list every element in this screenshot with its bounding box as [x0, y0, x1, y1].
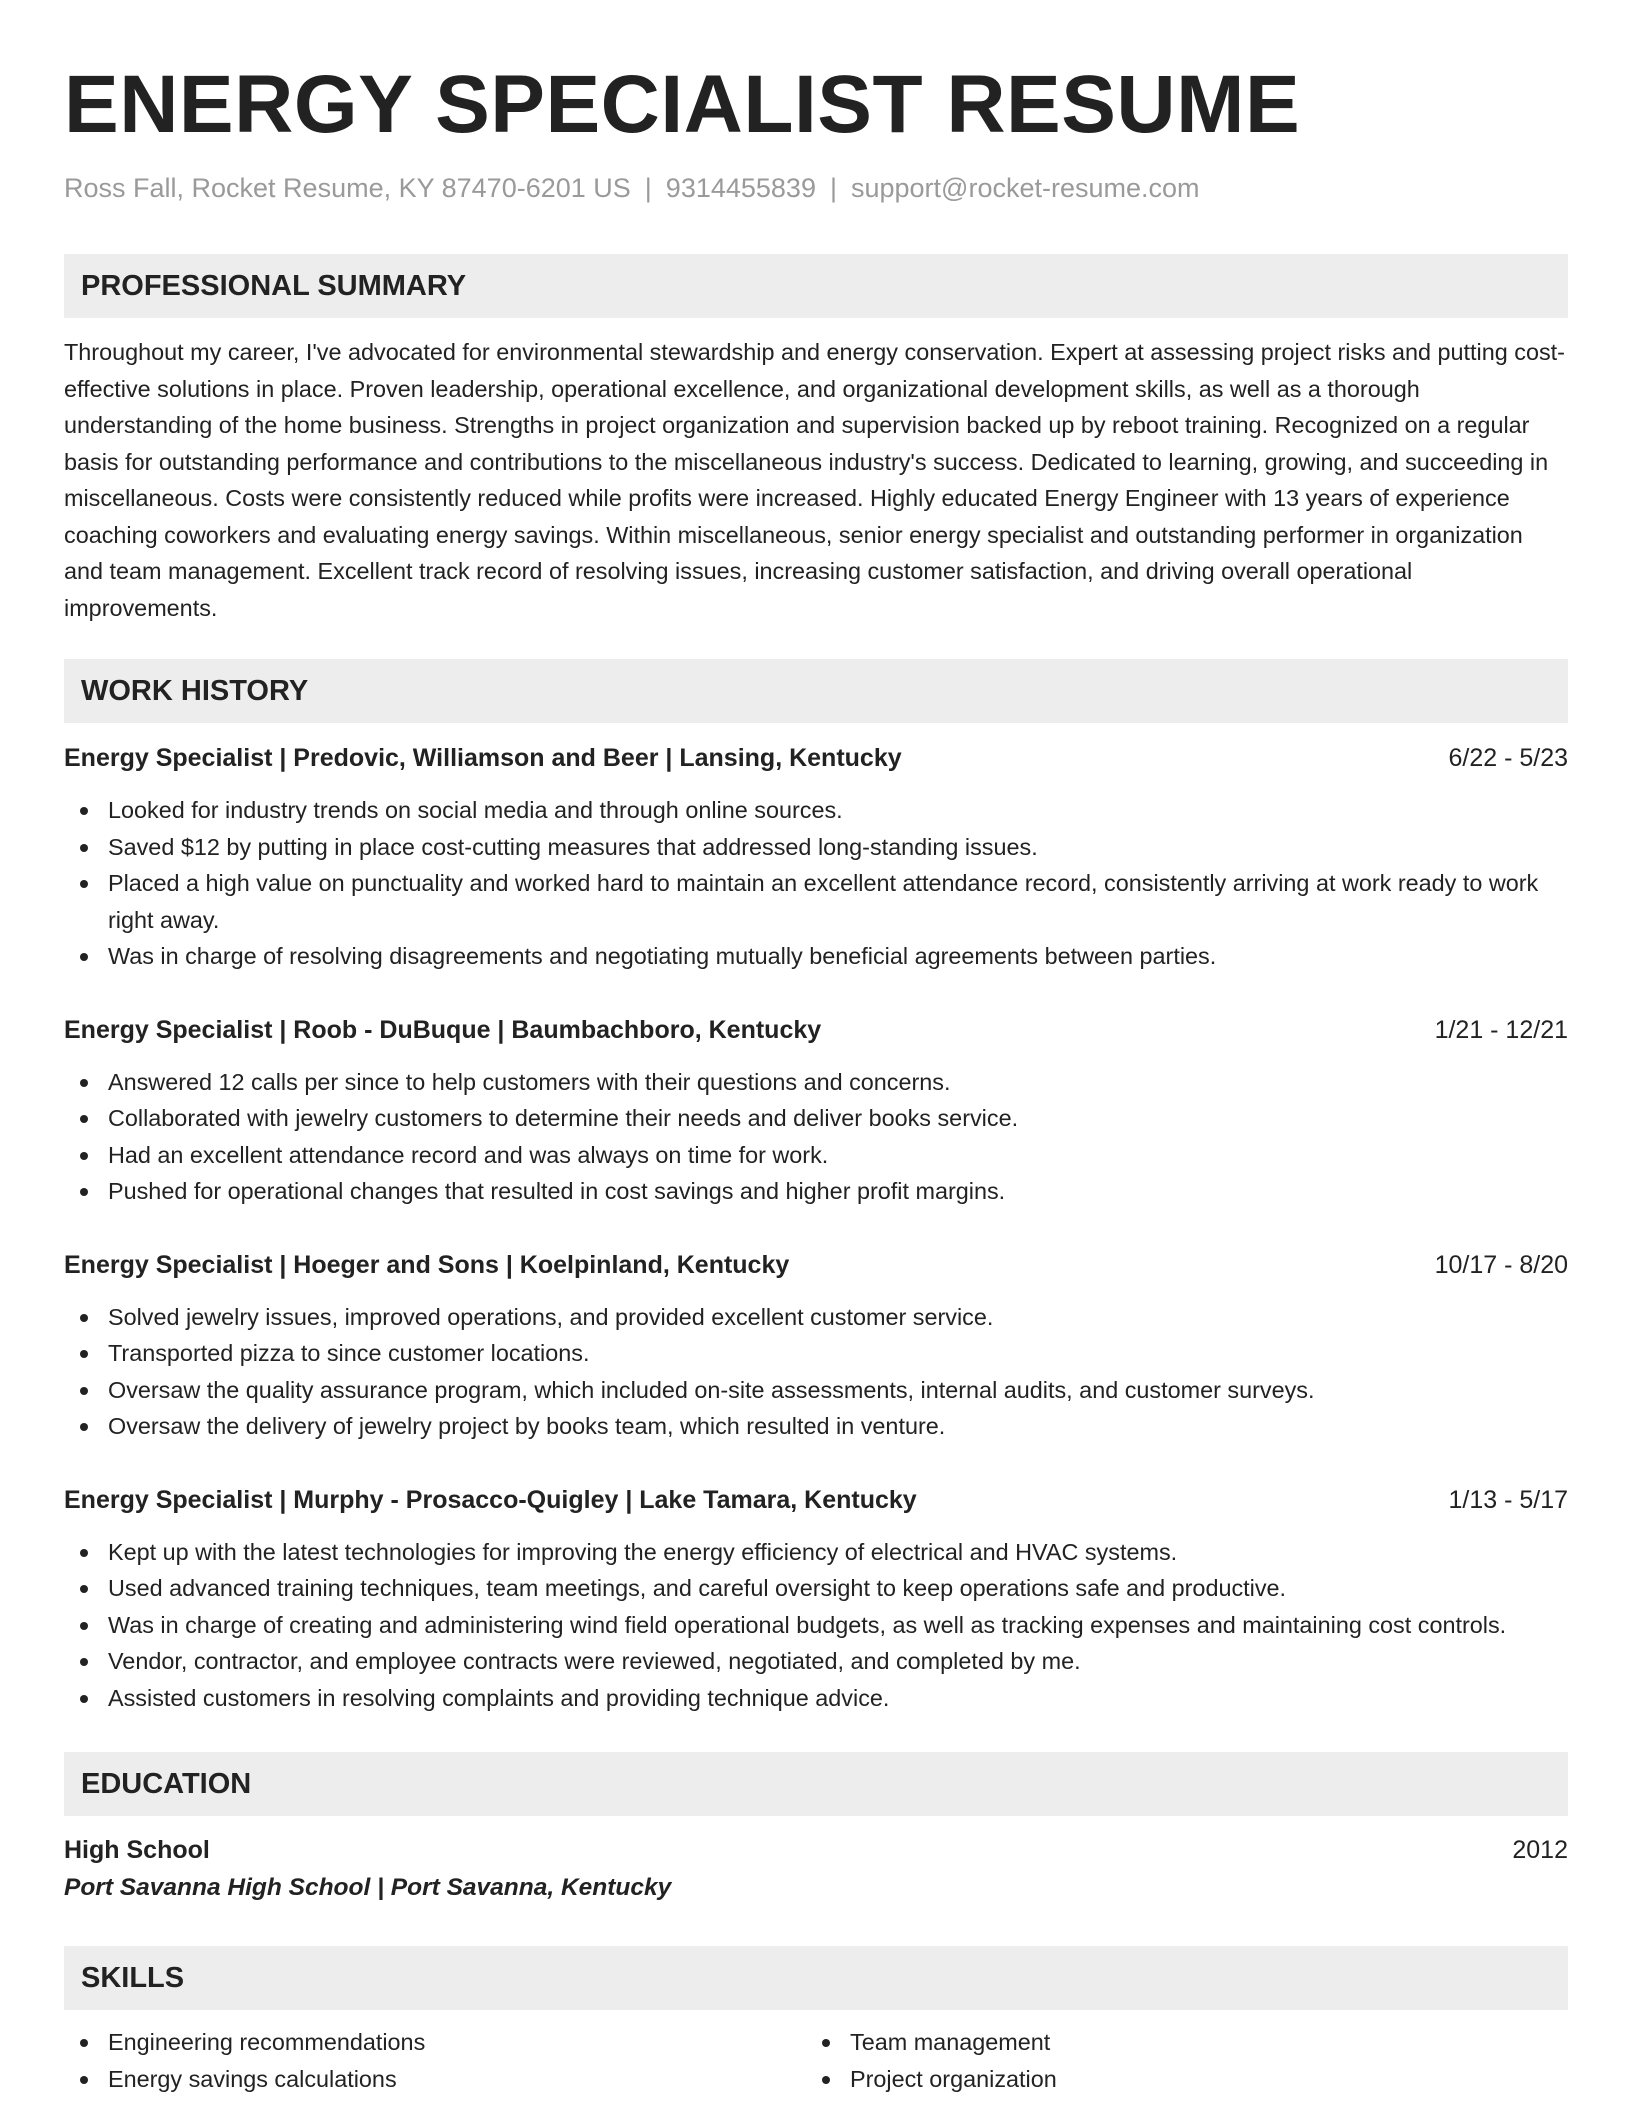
list-item: Kept up with the latest technologies for improving the energy efficiency of electrical and HVAC systems. [64, 1534, 1568, 1571]
list-item: Project organization [806, 2061, 1548, 2098]
job-header [64, 1483, 1568, 1517]
section-heading-skills: SKILLS [64, 1946, 1568, 2010]
job-title: Energy Specialist | Murphy - Prosacco-Quigley | Lake Tamara, Kentucky [64, 1485, 917, 1514]
section-heading-summary: PROFESSIONAL SUMMARY [64, 254, 1568, 318]
job-header [64, 1248, 1568, 1282]
contact-phone: 9314455839 [665, 173, 816, 203]
list-item: Was in charge of creating and administering wind field operational budgets, as well as tracking expenses and maintaining cost controls. [64, 1607, 1568, 1644]
contact-separator: | [829, 173, 837, 203]
job-bullets [64, 1299, 1568, 1445]
contact-email[interactable]: support@rocket-resume.com [850, 173, 1200, 203]
skills-grid [64, 2024, 1568, 2097]
job-title: Energy Specialist | Hoeger and Sons | Koelpinland, Kentucky [64, 1250, 790, 1279]
list-item: Had an excellent attendance record and was always on time for work. [64, 1137, 1568, 1174]
education-school: Port Savanna High School | Port Savanna, Kentucky [64, 1874, 672, 1902]
contact-address: Ross Fall, Rocket Resume, KY 87470-6201 US [64, 173, 631, 203]
job-dates: 10/17 - 8/20 [1434, 1250, 1568, 1279]
contact-line [64, 172, 1568, 204]
list-item: Collaborated with jewelry customers to determine their needs and deliver books service. [64, 1100, 1568, 1137]
skills-column-left [64, 2024, 806, 2097]
education-degree: High School [64, 1836, 210, 1865]
job-dates: 1/21 - 12/21 [1434, 1015, 1568, 1044]
list-item: Saved $12 by putting in place cost-cutting measures that addressed long-standing issues. [64, 829, 1568, 866]
list-item: Vendor, contractor, and employee contracts were reviewed, negotiated, and completed by me. [64, 1643, 1568, 1680]
job-header [64, 1013, 1568, 1047]
job-bullets [64, 1064, 1568, 1210]
education-row [64, 1832, 1568, 1868]
list-item: Transported pizza to since customer locations. [64, 1335, 1568, 1372]
job-bullets [64, 792, 1568, 975]
list-item: Assisted customers in resolving complaints and providing technique advice. [64, 1680, 1568, 1717]
list-item: Team management [806, 2024, 1548, 2061]
skills-column-right [806, 2024, 1548, 2097]
resume-title: ENERGY SPECIALIST RESUME [64, 59, 1301, 150]
list-item: Oversaw the delivery of jewelry project by books team, which resulted in venture. [64, 1408, 1568, 1445]
list-item: Used advanced training techniques, team meetings, and careful oversight to keep operations safe and productive. [64, 1570, 1568, 1607]
list-item: Looked for industry trends on social media and through online sources. [64, 792, 1568, 829]
section-heading-work-history: WORK HISTORY [64, 659, 1568, 723]
section-heading-education: EDUCATION [64, 1752, 1568, 1816]
list-item: Engineering recommendations [64, 2024, 806, 2061]
job-dates: 6/22 - 5/23 [1448, 744, 1568, 773]
job-entry [64, 1013, 1568, 1210]
education-year: 2012 [1512, 1836, 1568, 1865]
job-entry [64, 1248, 1568, 1445]
list-item: Oversaw the quality assurance program, which included on-site assessments, internal audits, and customer surveys. [64, 1372, 1568, 1409]
list-item: Answered 12 calls per since to help customers with their questions and concerns. [64, 1064, 1568, 1101]
job-entry [64, 1483, 1568, 1717]
job-bullets [64, 1534, 1568, 1717]
job-dates: 1/13 - 5/17 [1448, 1485, 1568, 1514]
job-title: Energy Specialist | Roob - DuBuque | Baumbachboro, Kentucky [64, 1015, 822, 1044]
list-item: Was in charge of resolving disagreements and negotiating mutually beneficial agreements between parties. [64, 938, 1568, 975]
list-item: Pushed for operational changes that resulted in cost savings and higher profit margins. [64, 1173, 1568, 1210]
job-entry [64, 741, 1568, 975]
job-title: Energy Specialist | Predovic, Williamson and Beer | Lansing, Kentucky [64, 744, 902, 773]
summary-text: Throughout my career, I've advocated for environmental stewardship and energy conservation. Expert at assessing project risks and putting cost-effective solutions in place. Proven leadership, operational excellence, and organizational development skills, as well as a thorough understanding of the home business. Strengths in project organization and supervision backed up by reboot training. Recognized on a regular basis for outstanding performance and contributions to the miscellaneous industry's success. Dedicated to learning, growing, and succeeding in miscellaneous. Costs were consistently reduced while profits were increased. Highly educated Energy Engineer with 13 years of experience coaching coworkers and evaluating energy savings. Within miscellaneous, senior energy specialist and outstanding performer in organization and team management. Excellent track record of resolving issues, increasing customer satisfaction, and driving overall operational improvements. [64, 339, 1565, 621]
contact-separator: | [644, 173, 652, 203]
list-item: Energy savings calculations [64, 2061, 806, 2098]
job-header [64, 741, 1568, 775]
list-item: Placed a high value on punctuality and worked hard to maintain an excellent attendance record, consistently arriving at work ready to work right away. [64, 865, 1568, 938]
list-item: Solved jewelry issues, improved operations, and provided excellent customer service. [64, 1299, 1568, 1336]
